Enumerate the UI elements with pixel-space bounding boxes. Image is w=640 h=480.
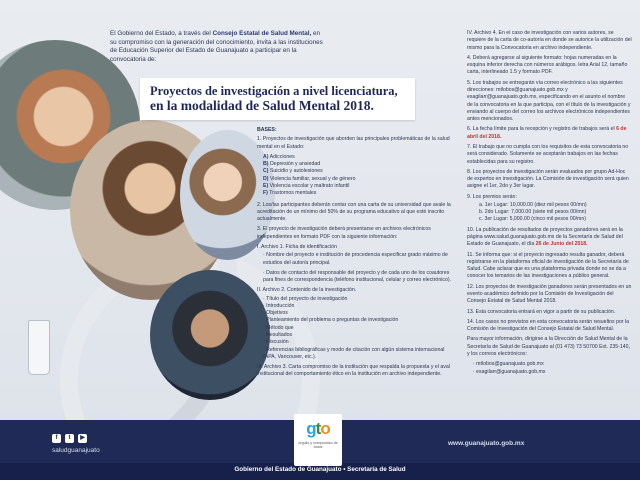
title-line-2: en la modalidad de Salud Mental 2018. xyxy=(150,98,374,113)
prize-item: a. 1er Lugar: 10,000.00 (diez mil pesos 00/mn) xyxy=(479,201,587,208)
annex-2-title: II. Archivo 2. Contenido de la investigación. xyxy=(257,287,357,294)
rules-column xyxy=(467,30,632,379)
footer-credits: Gobierno del Estado de Guanajuato • Secretaría de Salud xyxy=(234,466,406,473)
list-item: · Planteamiento del problema o preguntas de investigación xyxy=(263,317,399,324)
emails-list xyxy=(467,361,632,376)
list-item: · Discusión xyxy=(263,339,289,346)
categories-list xyxy=(257,154,457,198)
website-link[interactable]: www.guanajuato.gob.mx xyxy=(448,440,525,447)
bases-heading: BASES: xyxy=(257,127,277,133)
gto-logo-mark: gto xyxy=(306,419,330,438)
prize-item: b. 2do Lugar: 7,000.00 (siete mil pesos 00/mn) xyxy=(479,209,587,216)
contact-info: Para mayor información, dirigirse a la Dirección de Salud Mental de la Secretaría de Salud de Guanajuato al (01 473) 73 50700 Ext. 235-140, y los correos electrónicos: xyxy=(467,336,630,357)
list-item: · Introducción xyxy=(263,302,295,309)
deadline-date: 6 de abril del 2018. xyxy=(467,126,627,140)
list-item: · Objetivos xyxy=(263,310,288,317)
base-6: 6. La fecha límite para la recepción y registro de trabajos será el 6 de abril del 2018. xyxy=(467,126,627,140)
photo-man-phone xyxy=(150,270,270,400)
title-card xyxy=(140,78,415,120)
list-item: · Resultados xyxy=(263,332,293,339)
category-item: B) Depresión y ansiedad xyxy=(263,161,321,168)
category-item: E) Violencia escolar y maltrato infantil xyxy=(263,182,350,189)
list-item: · Nombre del proyecto e institución de procedencia especificar grado máximo de estudios del autor/a principal. xyxy=(263,252,448,266)
intro-text: El Gobierno del Estado, a través del Consejo Estatal de Salud Mental, en su compromiso con la generación del conocimiento, invita a las instituciones de Educación Superior del Estado de Guanajuato a participar en la convocatoria de: xyxy=(110,30,323,63)
facebook-icon[interactable]: f xyxy=(52,434,61,443)
annex-4: IV. Archivo 4. En el caso de investigación con varios autores, se requiere de la carta de co-autoría en donde se autorice la utilización del mismo para la Convocatoria en archivo independiente. xyxy=(467,30,632,51)
social-handle[interactable]: saludguanajuato xyxy=(52,447,100,454)
category-item: D) Violencia familiar, sexual y de género xyxy=(263,175,356,182)
list-item: · Datos de contacto del responsable del proyecto y de cada uno de los coautores para fines de correspondencia (teléfono institucional, celular y correo electrónico). xyxy=(263,269,452,284)
base-9: 9. Los premios serán: xyxy=(467,193,517,200)
list-item: · Método que xyxy=(263,324,294,331)
annex-1-title: I. Archivo 1. Ficha de identificación xyxy=(257,243,337,250)
category-item: F) Trastornos mentales xyxy=(263,190,317,197)
title-line-1: Proyectos de investigación a nivel licenciatura, xyxy=(150,84,398,98)
email-item: · mtlobos@guanajuato.gob.mx xyxy=(473,361,544,368)
glass-illustration xyxy=(28,320,50,375)
logo-tagline: orgullo y compromiso de todos xyxy=(298,441,338,450)
base-13: 13. Esta convocatoria entrará en vigor a partir de su publicación. xyxy=(467,308,616,315)
base-4: 4. Deberá agregarse al siguiente formato: hojas numeradas en la esquina inferior derecha con números arábigos. letra Arial 12, tamaño carta, interlineado 1.5 y formato PDF. xyxy=(467,54,628,76)
category-item: C) Suicidio y autolesiones xyxy=(263,168,323,175)
org-name: Consejo Estatal de Salud Mental, xyxy=(212,30,312,37)
bases-column xyxy=(257,127,457,382)
annex-2-list xyxy=(257,296,457,362)
email-item: · esagilarr@guanajuato.gob.mx xyxy=(473,368,546,375)
annex-3: III. Archivo 3. Carta compromiso de la institución que respalda la propuesta y el aval institucional del comportamiento ético en la institución en archivo independiente. xyxy=(257,364,450,378)
base-11: 11. Se informa que: si el proyecto ingresado resulta ganador, deberá registrarse en la plataforma oficial de investigación de la Secretaría de Salud. Cabe aclarar que es una plataforma privada donde no se da a conocer los temarios de las investigaciones a público general. xyxy=(467,251,629,280)
gto-logo xyxy=(294,414,342,466)
base-5: 5. Los trabajos se entregarán vía correo electrónico a las siguientes direcciones: mtlobos@guanajuato.gob.mx y esagilarr@guanajuato.gob.mx, especificando en el asunto el nombre de la convocatoria en la que participa, con el título de la investigación y enviando al cuerpo del correo los archivos electrónicos independientes antes mencionados. xyxy=(467,79,631,123)
prize-item: c. 3er Lugar: 5,000.00 (cinco mil pesos 00/mn) xyxy=(479,216,586,223)
base-14: 14. Los casos no previstos en esta convocatoria serán resueltos por la Comisión de Investigación del Consejo Estatal de Salud Mental. xyxy=(467,318,630,333)
base-8: 8. Los proyectos de investigación serán evaluados por grupo Ad-Hoc de expertos en investigación. La Comisión de investigación será quien asigne el 1er, 2do y 3er lugar. xyxy=(467,168,629,190)
social-icons xyxy=(52,434,87,443)
base-12: 12. Los proyectos de investigación ganadores serán presentados en un evento académico definido por la Comisión de Investigación del Consejo Estatal de Salud Mental 2018. xyxy=(467,283,632,305)
base-10: 10. La publicación de resultados de proyectos ganadores será en la página www.salud.guanajuato.gob.mx de la Secretaría de Salud del Estado de Guanajuato, el día 26 de Junio del 2018. xyxy=(467,226,623,248)
youtube-icon[interactable]: ▶ xyxy=(78,434,87,443)
prizes-list xyxy=(467,202,632,224)
list-item: · Referencias bibliográficas y modo de citación con algún sistema internacional (APA, Vancouver, etc.). xyxy=(263,346,445,360)
base-3: 3. El proyecto de investigación deberá presentarse en archivos electrónicos independientes en formato PDF con la siguiente información: xyxy=(257,226,431,240)
category-item: A) Adicciones xyxy=(263,153,295,160)
results-date: 26 de Junio del 2018. xyxy=(535,241,588,248)
annex-1-list xyxy=(257,252,457,284)
bases-intro: 1. Proyectos de investigación que aborden las principales problemáticas de la salud mental en el Estado: xyxy=(257,136,450,150)
twitter-icon[interactable]: t xyxy=(65,434,74,443)
base-2: 2. Los/las participantes deberán contar con una carta de su universidad que avale la acreditación de un mínimo del 50% de su programa educativo al que esté inscrito actualmente. xyxy=(257,201,451,223)
list-item: · Título del proyecto de investigación xyxy=(263,295,348,302)
base-7: 7. El trabajo que no cumpla con los requisitos de esta convocatoria no será considerado. Solamente se aceptarán trabajos en las fechas establecidas para su registro. xyxy=(467,143,629,165)
